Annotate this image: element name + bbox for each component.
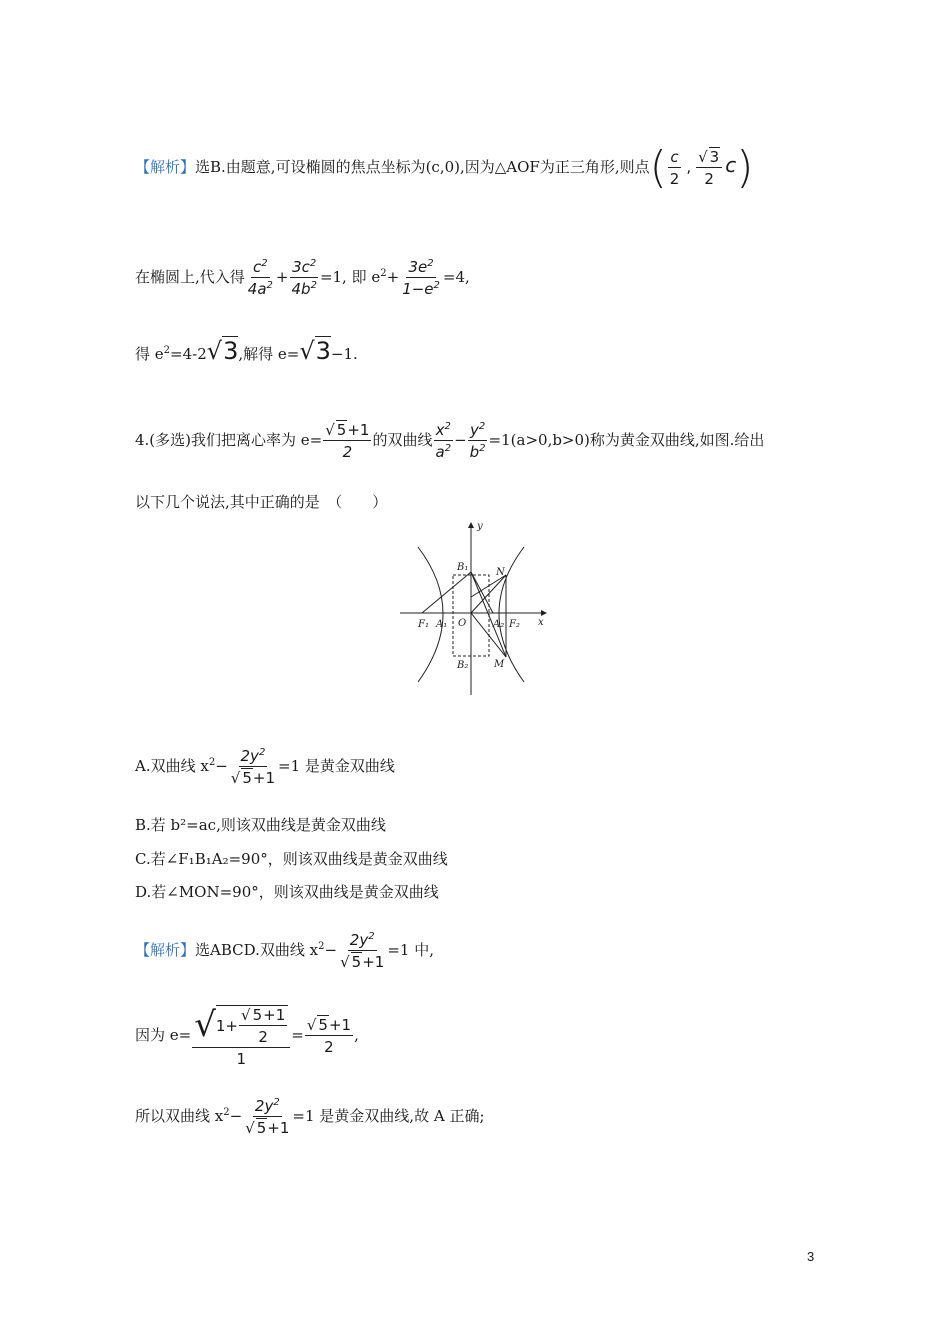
analysis-tag: 【解析】	[135, 158, 196, 176]
solution-4-line-3: 所以双曲线 $x^2-$ $\frac{2y^2}{√ 5+1}$ =1 是黄金双曲线,故 A 正确;	[135, 1097, 485, 1137]
right-paren: )	[736, 142, 754, 193]
fraction-3e2-1-e2: $\frac{3e^2}{1-e^2}$	[402, 258, 440, 298]
eccentricity-result-fraction: $\frac{√ 5+1}{2}$	[306, 1016, 352, 1056]
label-A1: A₁	[436, 619, 448, 630]
eccentricity-big-fraction: √ 1+ $\frac{√ 5+1}{2}$ 1	[192, 1005, 290, 1068]
page-number: 3	[807, 1249, 815, 1264]
solution-4-line-1: 【解析】选ABCD.双曲线 $x^2-$ $\frac{2y^2}{√ 5+1}$ =1 中,	[135, 931, 434, 971]
solution-4-fraction-2: $\frac{2y^2}{√ 5+1}$	[245, 1097, 290, 1137]
point-y-fraction: $\frac{√ 3}{2}$	[696, 148, 722, 188]
left-paren: (	[649, 142, 667, 193]
label-B1: B₁	[457, 562, 469, 573]
solution-3-text-1: 选B.由题意,可设椭圆的焦点坐标为(c,0),因为△AOF为正三角形,则点	[195, 158, 650, 176]
hyperbola-figure	[398, 517, 558, 697]
fraction-c2-4a2: $\frac{c^2}{4a^2}$	[247, 258, 273, 298]
hyperbola-left-branch	[418, 547, 443, 682]
option-B: B.若 b²=ac,则该双曲线是黄金双曲线	[135, 816, 386, 834]
solution-3-line-3: 得 $e^2=4-2√3$,解得 e=√3−1.	[135, 337, 358, 365]
label-B2: B₂	[457, 660, 469, 671]
question-4-line-1: 4.(多选)我们把离心率为 e= $\frac{√ 5+1}{2}$ 的双曲线 $\frac{x^2}{a^2}$ − $\frac{y^2}{b^2}$ =1(a>0,b>0)称为黄金双曲线,如图.给出	[135, 421, 765, 461]
option-A: A.双曲线 $x^2-$ $\frac{2y^2}{√ 5+1}$ =1 是黄金双曲线	[135, 747, 395, 787]
point-x-fraction: $\frac{c}{2}$	[669, 148, 680, 188]
label-x: x	[538, 617, 544, 628]
analysis-tag-2: 【解析】	[135, 941, 196, 959]
label-y: y	[477, 521, 483, 532]
question-4-line-2: 以下几个说法,其中正确的是 （ ）	[135, 493, 388, 511]
y2-over-b2: $\frac{y^2}{b^2}$	[469, 421, 486, 461]
sqrt-3-b: √3	[299, 337, 331, 365]
solution-4-line-2: 因为 e= √ 1+ $\frac{√ 5+1}{2}$ 1 = $\frac{√ 5+1}{2}$ ,	[135, 1005, 359, 1068]
label-O: O	[458, 618, 467, 629]
option-A-fraction: $\frac{2y^2}{√ 5+1}$	[230, 747, 276, 787]
fraction-3c2-4b2: $\frac{3c^2}{4b^2}$	[291, 258, 317, 298]
solution-4-fraction-1: $\frac{2y^2}{√ 5+1}$	[340, 931, 385, 971]
label-A2: A₂	[493, 619, 505, 630]
solution-3-line-1: 【解析】选B.由题意,可设椭圆的焦点坐标为(c,0),因为△AOF为正三角形,则点( $\frac{c}{2}$ , $\frac{√ 3}{2}$ c)	[135, 142, 754, 193]
eccentricity-fraction: $\frac{√ 5+1}{2}$	[325, 421, 370, 461]
line-F1-B1	[422, 572, 471, 613]
x2-over-a2: $\frac{x^2}{a^2}$	[435, 421, 452, 461]
label-F2: F₂	[509, 619, 520, 630]
label-F1: F₁	[418, 619, 429, 630]
option-C: C.若∠F₁B₁A₂=90°，则该双曲线是黄金双曲线	[135, 850, 448, 868]
sqrt-3-a: √3	[206, 337, 239, 365]
solution-3-line-2: 在椭圆上,代入得 $\frac{c^2}{4a^2}$ + $\frac{3c^2}{4b^2}$ =1, 即 $e^2+$ $\frac{3e^2}{1-e^2}$ =4,	[135, 258, 470, 298]
option-D: D.若∠MON=90°，则该双曲线是黄金双曲线	[135, 883, 439, 901]
label-M: M	[494, 659, 505, 670]
label-N: N	[496, 567, 505, 578]
